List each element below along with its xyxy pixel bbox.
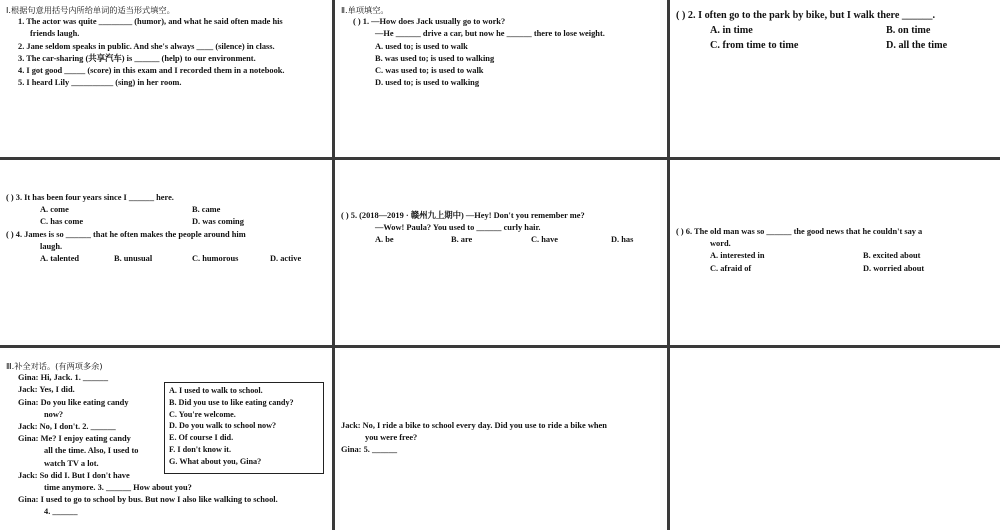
option-a: A. used to; is used to walk	[375, 41, 468, 51]
q3-options-row-2	[6, 216, 326, 228]
option-d: D. active	[270, 254, 302, 264]
question-6: ( ) 6. The old man was so ______ the good news that he couldn't say a	[676, 227, 923, 236]
question-4: 4. I got good _____ (score) in this exam and I recorded them in a notebook.	[18, 66, 285, 76]
panel-fill-in-word-form	[0, 0, 332, 157]
dialogue-line-3-cont: now?	[44, 409, 64, 419]
panel-dialogue-continuation	[335, 348, 667, 530]
dialogue-line-5: Gina: Me? I enjoy eating candy	[18, 434, 131, 444]
option-d: D. has	[611, 235, 634, 245]
options-row-2	[676, 38, 994, 53]
option-a: A. be	[375, 235, 394, 245]
option-item: A. I used to walk to school.	[169, 386, 263, 395]
option-a: A. interested in	[710, 251, 765, 261]
question-1: ( ) 1. —How does Jack usually go to work?	[353, 17, 506, 27]
option-d: D. all the time	[886, 40, 948, 51]
question-5: 5. I heard Lily __________ (sing) in her room.	[18, 78, 182, 88]
option-item: B. Did you use to like eating candy?	[169, 397, 294, 407]
option-a: A. come	[40, 205, 69, 215]
section-heading: Ⅱ.单项填空。	[341, 5, 389, 15]
question-2: ( ) 2. I often go to the park by bike, but I walk there ______.	[676, 10, 936, 21]
option-b: B. are	[451, 235, 473, 245]
panel-blank	[670, 348, 1000, 530]
question-3: 3. The car-sharing (共享汽车) is ______ (help) to our environment.	[18, 53, 256, 63]
option-item: F. I don't know it.	[169, 444, 232, 454]
dialogue-line-1: Gina: Hi, Jack. 1. ______	[18, 373, 109, 383]
option-item: D. Do you walk to school now?	[169, 421, 277, 431]
dialogue-line-3: Gina: Do you like eating candy	[18, 397, 129, 407]
section-heading: Ⅲ.补全对话。(有两项多余)	[6, 361, 103, 371]
options-row-1	[676, 23, 994, 38]
q3-options-row-1	[6, 204, 326, 216]
question-1-cont: —He ______ drive a car, but now he ______ there to lose weight.	[375, 29, 605, 39]
question-1-cont: friends laugh.	[30, 29, 80, 39]
question-6-cont: word.	[710, 239, 731, 249]
panel-multiple-choice-5	[335, 160, 667, 345]
option-c: C. from time to time	[710, 40, 799, 51]
option-d: D. worried about	[863, 263, 925, 273]
options-row-1	[676, 250, 994, 262]
option-a: A. talented	[40, 254, 80, 264]
option-b: B. on time	[886, 25, 931, 36]
panel-multiple-choice-1	[335, 0, 667, 157]
option-item: C. You're welcome.	[169, 409, 236, 419]
option-item: G. What about you, Gina?	[169, 456, 262, 466]
question-1: 1. The actor was quite ________ (humor), and what he said often made his	[18, 17, 283, 27]
dialogue-line-5-cont2: watch TV a lot.	[44, 458, 99, 468]
option-b: B. unusual	[114, 254, 153, 264]
section-heading: Ⅰ.根据句意用括号内所给单词的适当形式填空。	[6, 5, 175, 15]
panel-multiple-choice-2	[670, 0, 1000, 157]
dialogue-line-2: Jack: Yes, I did.	[18, 385, 75, 395]
question-2: 2. Jane seldom speaks in public. And she's always ____ (silence) in class.	[18, 41, 275, 51]
options-row	[341, 234, 661, 246]
question-3: ( ) 3. It has been four years since I ______ here.	[6, 193, 174, 202]
question-5: ( ) 5. (2018—2019 · 赣州九上期中) —Hey! Don't you remember me?	[341, 211, 585, 220]
option-d: D. used to; is used to walking	[375, 78, 480, 88]
option-c: C. have	[531, 235, 558, 245]
dialogue-line-1-cont: you were free?	[365, 433, 418, 443]
option-a: A. in time	[710, 25, 753, 36]
dialogue-line-6-cont: time anymore. 3. ______ How about you?	[44, 483, 192, 493]
panel-dialogue-completion	[0, 348, 332, 530]
answer-options-box	[164, 382, 324, 474]
option-b: B. came	[192, 205, 221, 215]
dialogue-line-7: Gina: I used to go to school by bus. But now I also like walking to school.	[18, 495, 278, 505]
option-b: B. excited about	[863, 251, 921, 261]
q4-options-row	[6, 253, 326, 265]
option-c: C. humorous	[192, 254, 239, 264]
option-c: C. has come	[40, 217, 84, 227]
dialogue-line-1: Jack: No, I ride a bike to school every day. Did you use to ride a bike when	[341, 421, 607, 430]
options-row-2	[676, 263, 994, 275]
dialogue-line-6: Jack: So did I. But I don't have	[18, 470, 130, 480]
panel-multiple-choice-6	[670, 160, 1000, 345]
option-d: D. was coming	[192, 217, 244, 227]
option-b: B. was used to; is used to walking	[375, 53, 495, 63]
panel-multiple-choice-3-4	[0, 160, 332, 345]
dialogue-line-5-cont: all the time. Also, I used to	[44, 446, 139, 456]
question-4: ( ) 4. James is so ______ that he often makes the people around him	[6, 229, 246, 239]
dialogue-line-2: Gina: 5. ______	[341, 445, 398, 455]
dialogue-line-8: 4. ______	[44, 507, 78, 517]
dialogue-line-4: Jack: No, I don't. 2. ______	[18, 422, 116, 432]
question-4-cont: laugh.	[40, 241, 63, 251]
option-c: C. afraid of	[710, 263, 752, 273]
option-item: E. Of course I did.	[169, 433, 234, 443]
question-5-cont: —Wow! Paula? You used to ______ curly hair.	[375, 223, 541, 233]
option-c: C. was used to; is used to walk	[375, 66, 484, 76]
